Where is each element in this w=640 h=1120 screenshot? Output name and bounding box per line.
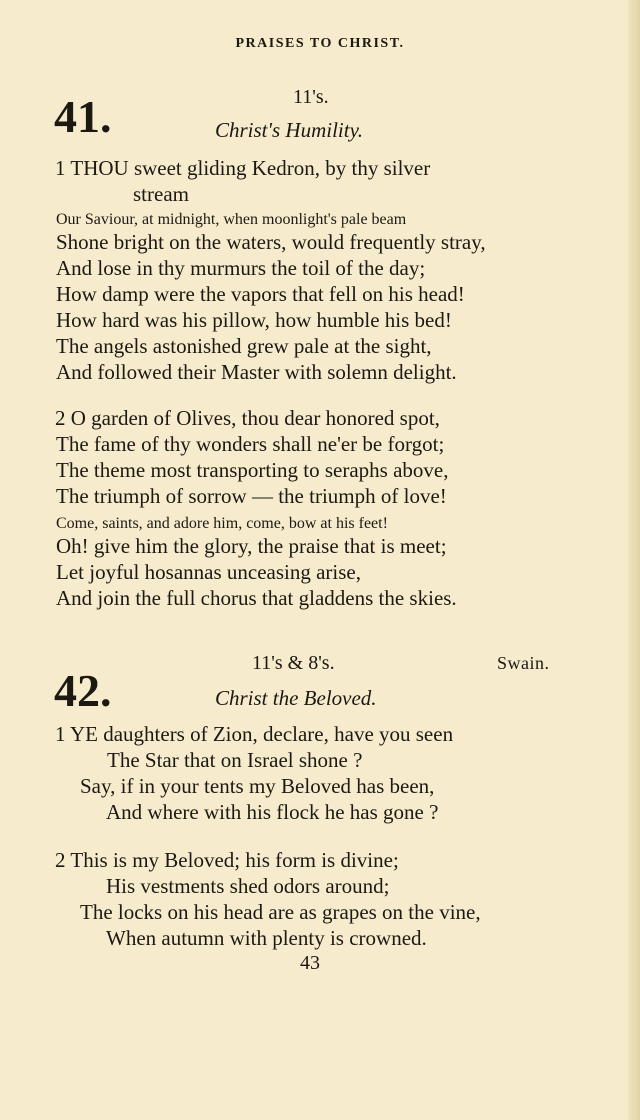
page-edge (628, 0, 640, 1120)
hymn-41-line: Oh! give him the glory, the praise that is meet; (56, 534, 447, 558)
hymn-41-line: How hard was his pillow, how humble his bed! (56, 308, 452, 332)
hymn-42-line: Say, if in your tents my Beloved has been, (80, 774, 435, 798)
hymn-42-line: And where with his flock he has gone ? (106, 800, 439, 824)
hymn-42-number: 42. (54, 665, 112, 716)
hymn-41-line: Shone bright on the waters, would frequently stray, (56, 230, 486, 254)
hymn-42-subtitle: Christ the Beloved. (215, 686, 377, 710)
hymn-41-line: The theme most transporting to seraphs above, (56, 458, 449, 482)
hymn-41-line: And lose in thy murmurs the toil of the day; (56, 256, 426, 280)
hymn-41-line: The angels astonished grew pale at the sight, (56, 334, 432, 358)
hymn-41-line: Let joyful hosannas unceasing arise, (56, 560, 361, 584)
hymn-41-line: The triumph of sorrow — the triumph of love! (56, 484, 447, 508)
hymn-41-subtitle: Christ's Humility. (215, 118, 364, 142)
hymn-42-line: The Star that on Israel shone ? (107, 748, 363, 772)
hymn-41-number: 41. (54, 91, 112, 142)
hymn-42-meter: 11's & 8's. (252, 652, 335, 674)
hymn-41-line: The fame of thy wonders shall ne'er be forgot; (56, 432, 445, 456)
hymn-41-line: And join the full chorus that gladdens the skies. (56, 586, 457, 610)
hymn-42-line: The locks on his head are as grapes on the vine, (80, 900, 481, 924)
running-header: PRAISES TO CHRIST. (235, 36, 405, 51)
hymn-41-line: 2 O garden of Olives, thou dear honored spot, (55, 406, 440, 430)
hymn-42-line: His vestments shed odors around; (106, 874, 390, 898)
page-number: 43 (300, 952, 320, 974)
hymn-42-tune: Swain. (497, 653, 550, 673)
hymn-41-line: stream (133, 182, 189, 206)
hymn-41-line: Come, saints, and adore him, come, bow at his feet! (56, 515, 388, 532)
hymn-41-line: How damp were the vapors that fell on his head! (56, 282, 465, 306)
hymn-41-line: 1 THOU sweet gliding Kedron, by thy silver (55, 156, 431, 180)
hymn-42-line: When autumn with plenty is crowned. (106, 926, 427, 950)
hymn-41-line: Our Saviour, at midnight, when moonlight's pale beam (56, 211, 407, 228)
hymn-42-line: 2 This is my Beloved; his form is divine; (55, 848, 399, 872)
hymn-42-line: 1 YE daughters of Zion, declare, have you seen (55, 722, 454, 746)
hymn-41-meter: 11's. (293, 86, 329, 108)
hymn-41-line: And followed their Master with solemn delight. (56, 360, 457, 384)
